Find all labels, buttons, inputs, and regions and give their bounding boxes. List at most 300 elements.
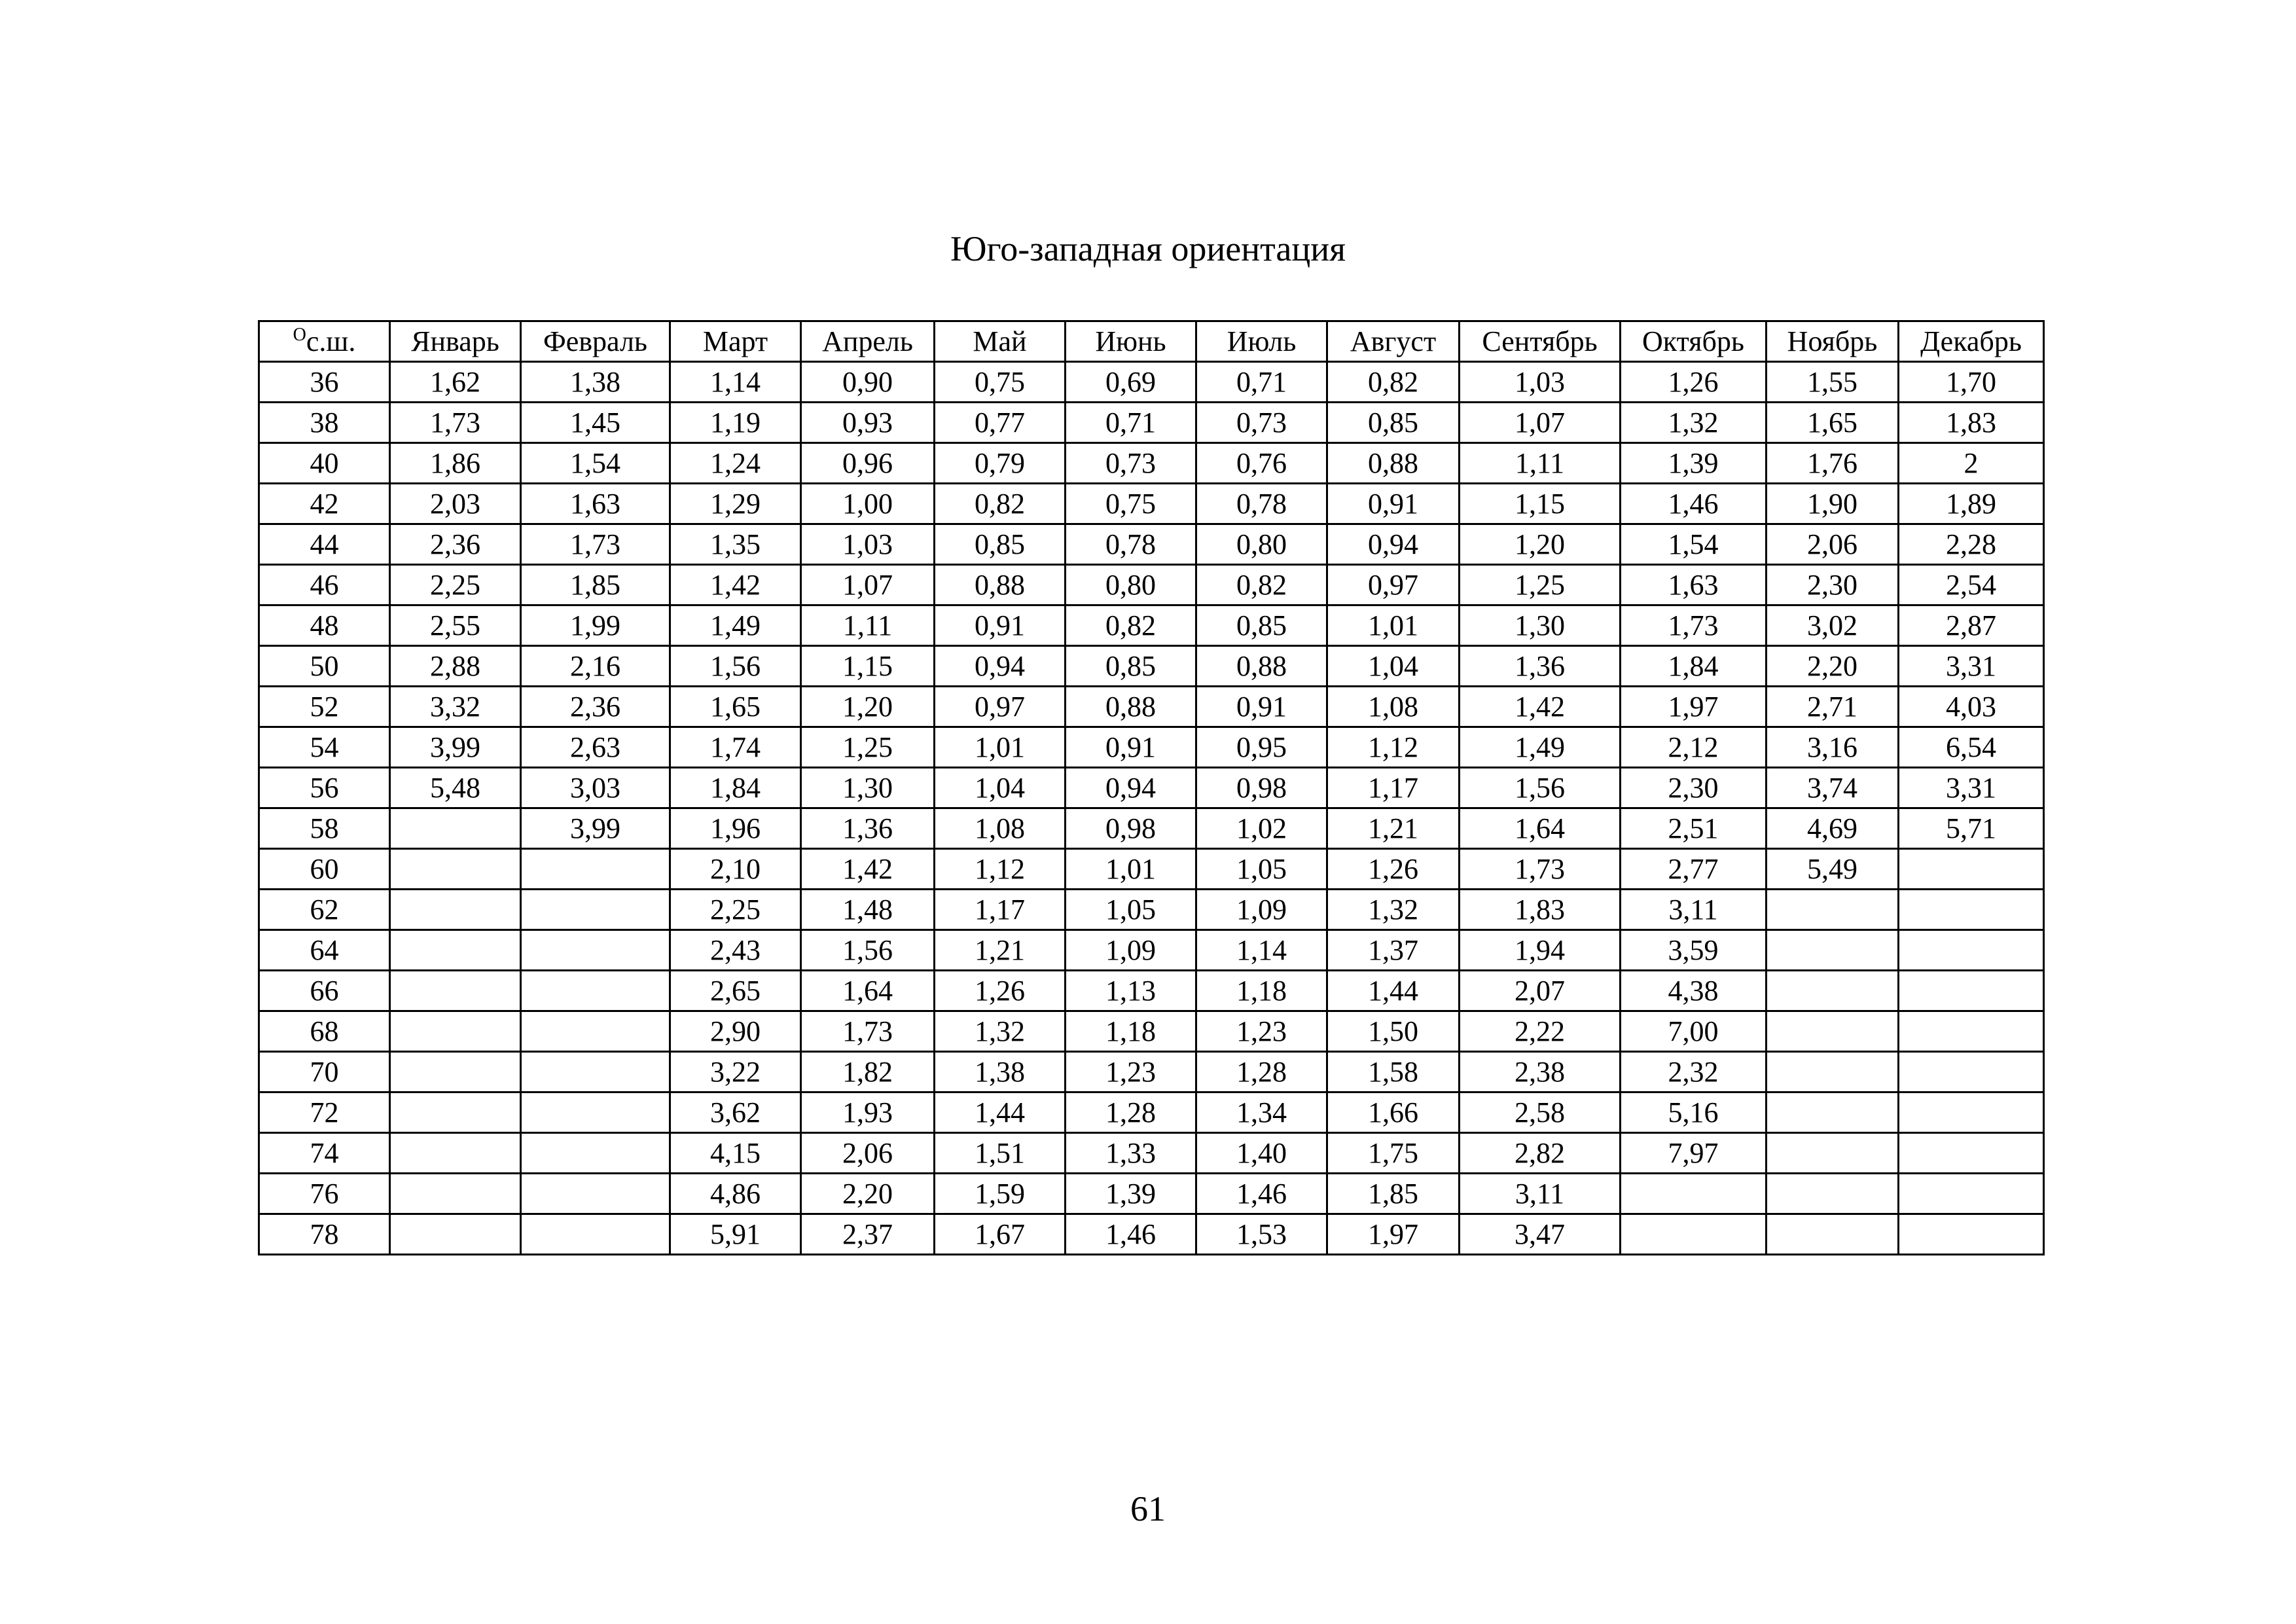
value-cell: 1,54 [521, 443, 670, 484]
value-cell: 1,85 [521, 565, 670, 605]
value-cell: 0,94 [935, 646, 1066, 687]
value-cell: 1,56 [801, 930, 935, 971]
value-cell: 1,01 [935, 727, 1066, 768]
value-cell: 2,90 [670, 1011, 801, 1052]
value-cell: 2,10 [670, 849, 801, 890]
value-cell: 7,97 [1621, 1133, 1767, 1174]
value-cell: 1,63 [521, 484, 670, 524]
value-cell [1899, 1133, 2044, 1174]
value-cell [390, 1174, 521, 1214]
value-cell: 1,51 [935, 1133, 1066, 1174]
value-cell: 1,08 [1327, 687, 1460, 727]
value-cell: 2,22 [1460, 1011, 1621, 1052]
value-cell: 2,82 [1460, 1133, 1621, 1174]
value-cell: 1,14 [1196, 930, 1327, 971]
value-cell: 2,51 [1621, 808, 1767, 849]
month-header: Январь [390, 321, 521, 362]
value-cell: 2,55 [390, 605, 521, 646]
value-cell [390, 971, 521, 1011]
data-table [258, 320, 2045, 1255]
month-header: Сентябрь [1460, 321, 1621, 362]
table-row [259, 1133, 2044, 1174]
value-cell: 3,31 [1899, 646, 2044, 687]
value-cell: 3,11 [1460, 1174, 1621, 1214]
table-body [259, 362, 2044, 1255]
value-cell: 2,30 [1767, 565, 1899, 605]
value-cell [390, 890, 521, 930]
value-cell: 2,12 [1621, 727, 1767, 768]
latitude-cell: 68 [259, 1011, 390, 1052]
month-header: Июнь [1066, 321, 1196, 362]
table-row [259, 1052, 2044, 1092]
value-cell: 3,22 [670, 1052, 801, 1092]
value-cell [1899, 1214, 2044, 1255]
value-cell: 0,80 [1066, 565, 1196, 605]
value-cell: 6,54 [1899, 727, 2044, 768]
value-cell: 5,71 [1899, 808, 2044, 849]
value-cell: 0,98 [1066, 808, 1196, 849]
value-cell [1767, 1092, 1899, 1133]
latitude-label: с.ш. [306, 325, 356, 357]
value-cell: 0,75 [1066, 484, 1196, 524]
value-cell: 0,94 [1066, 768, 1196, 808]
value-cell [1767, 1133, 1899, 1174]
value-cell [521, 890, 670, 930]
value-cell: 1,55 [1767, 362, 1899, 403]
latitude-cell: 48 [259, 605, 390, 646]
value-cell: 1,03 [1460, 362, 1621, 403]
value-cell: 1,97 [1327, 1214, 1460, 1255]
latitude-cell: 38 [259, 403, 390, 443]
value-cell [1899, 930, 2044, 971]
degree-superscript: О [293, 325, 306, 345]
value-cell: 2,37 [801, 1214, 935, 1255]
latitude-cell: 66 [259, 971, 390, 1011]
value-cell: 2,43 [670, 930, 801, 971]
value-cell [390, 1092, 521, 1133]
table-row [259, 1092, 2044, 1133]
value-cell: 1,64 [1460, 808, 1621, 849]
table-row [259, 808, 2044, 849]
value-cell: 1,24 [670, 443, 801, 484]
table-row [259, 646, 2044, 687]
table-container [258, 320, 2045, 1255]
value-cell: 0,76 [1196, 443, 1327, 484]
value-cell: 1,54 [1621, 524, 1767, 565]
value-cell: 3,32 [390, 687, 521, 727]
table-row [259, 727, 2044, 768]
value-cell: 1,50 [1327, 1011, 1460, 1052]
value-cell [521, 1052, 670, 1092]
value-cell: 0,75 [935, 362, 1066, 403]
value-cell: 1,29 [670, 484, 801, 524]
value-cell [1899, 1052, 2044, 1092]
value-cell [1767, 930, 1899, 971]
table-row [259, 1214, 2044, 1255]
value-cell: 0,88 [1066, 687, 1196, 727]
table-row [259, 484, 2044, 524]
value-cell [1899, 849, 2044, 890]
page-number: 61 [1130, 1489, 1166, 1528]
value-cell: 1,03 [801, 524, 935, 565]
value-cell: 2,07 [1460, 971, 1621, 1011]
value-cell: 1,63 [1621, 565, 1767, 605]
value-cell: 1,74 [670, 727, 801, 768]
value-cell: 1,73 [801, 1011, 935, 1052]
value-cell: 1,44 [935, 1092, 1066, 1133]
value-cell: 0,91 [1196, 687, 1327, 727]
value-cell: 2,28 [1899, 524, 2044, 565]
value-cell: 1,53 [1196, 1214, 1327, 1255]
value-cell: 1,35 [670, 524, 801, 565]
latitude-cell: 58 [259, 808, 390, 849]
value-cell: 1,18 [1196, 971, 1327, 1011]
value-cell [521, 849, 670, 890]
value-cell: 7,00 [1621, 1011, 1767, 1052]
value-cell: 1,48 [801, 890, 935, 930]
value-cell: 1,96 [670, 808, 801, 849]
table-row [259, 687, 2044, 727]
value-cell: 3,74 [1767, 768, 1899, 808]
value-cell: 4,03 [1899, 687, 2044, 727]
month-header: Июль [1196, 321, 1327, 362]
value-cell: 3,62 [670, 1092, 801, 1133]
value-cell: 1,65 [670, 687, 801, 727]
value-cell [1621, 1214, 1767, 1255]
value-cell: 1,76 [1767, 443, 1899, 484]
value-cell: 1,38 [521, 362, 670, 403]
value-cell [521, 971, 670, 1011]
value-cell: 1,42 [670, 565, 801, 605]
month-header: Декабрь [1899, 321, 2044, 362]
value-cell: 0,82 [1196, 565, 1327, 605]
value-cell: 1,02 [1196, 808, 1327, 849]
value-cell [1899, 1011, 2044, 1052]
value-cell: 1,93 [801, 1092, 935, 1133]
value-cell [1767, 1214, 1899, 1255]
table-row [259, 443, 2044, 484]
value-cell: 2,71 [1767, 687, 1899, 727]
value-cell: 0,82 [1066, 605, 1196, 646]
table-row [259, 605, 2044, 646]
latitude-cell: 76 [259, 1174, 390, 1214]
latitude-cell: 74 [259, 1133, 390, 1174]
value-cell: 1,15 [801, 646, 935, 687]
value-cell: 2,87 [1899, 605, 2044, 646]
latitude-cell: 70 [259, 1052, 390, 1092]
value-cell: 0,73 [1066, 443, 1196, 484]
table-row [259, 1011, 2044, 1052]
value-cell: 2,25 [670, 890, 801, 930]
value-cell: 1,94 [1460, 930, 1621, 971]
value-cell: 0,88 [935, 565, 1066, 605]
value-cell: 1,01 [1327, 605, 1460, 646]
value-cell: 1,13 [1066, 971, 1196, 1011]
value-cell: 1,70 [1899, 362, 2044, 403]
value-cell: 1,73 [1460, 849, 1621, 890]
value-cell: 2,38 [1460, 1052, 1621, 1092]
value-cell: 1,46 [1621, 484, 1767, 524]
value-cell: 0,98 [1196, 768, 1327, 808]
table-header-row [259, 321, 2044, 362]
value-cell: 1,18 [1066, 1011, 1196, 1052]
value-cell: 1,64 [801, 971, 935, 1011]
value-cell: 1,05 [1066, 890, 1196, 930]
value-cell: 1,17 [935, 890, 1066, 930]
value-cell: 1,59 [935, 1174, 1066, 1214]
value-cell: 0,93 [801, 403, 935, 443]
value-cell [390, 808, 521, 849]
latitude-cell: 62 [259, 890, 390, 930]
month-header: Февраль [521, 321, 670, 362]
value-cell: 2,65 [670, 971, 801, 1011]
latitude-cell: 78 [259, 1214, 390, 1255]
value-cell [1899, 1092, 2044, 1133]
latitude-cell: 52 [259, 687, 390, 727]
latitude-cell: 42 [259, 484, 390, 524]
value-cell: 0,88 [1327, 443, 1460, 484]
value-cell: 1,58 [1327, 1052, 1460, 1092]
value-cell: 0,91 [1066, 727, 1196, 768]
value-cell: 1,01 [1066, 849, 1196, 890]
latitude-cell: 40 [259, 443, 390, 484]
table-row [259, 930, 2044, 971]
value-cell: 1,07 [801, 565, 935, 605]
table-row [259, 768, 2044, 808]
value-cell: 1,40 [1196, 1133, 1327, 1174]
value-cell [1767, 1052, 1899, 1092]
value-cell: 1,23 [1196, 1011, 1327, 1052]
value-cell: 5,91 [670, 1214, 801, 1255]
value-cell: 1,56 [1460, 768, 1621, 808]
value-cell: 2,03 [390, 484, 521, 524]
value-cell: 0,78 [1196, 484, 1327, 524]
value-cell: 1,23 [1066, 1052, 1196, 1092]
value-cell [1899, 890, 2044, 930]
value-cell: 0,85 [1327, 403, 1460, 443]
value-cell: 2,32 [1621, 1052, 1767, 1092]
value-cell: 1,09 [1196, 890, 1327, 930]
value-cell: 1,25 [1460, 565, 1621, 605]
value-cell: 3,99 [390, 727, 521, 768]
value-cell [521, 930, 670, 971]
table-row [259, 890, 2044, 930]
table-row [259, 1174, 2044, 1214]
value-cell [521, 1133, 670, 1174]
value-cell: 1,39 [1621, 443, 1767, 484]
value-cell: 1,67 [935, 1214, 1066, 1255]
value-cell: 2,25 [390, 565, 521, 605]
value-cell: 0,97 [935, 687, 1066, 727]
value-cell: 1,32 [1327, 890, 1460, 930]
value-cell: 2,20 [801, 1174, 935, 1214]
value-cell: 1,08 [935, 808, 1066, 849]
value-cell: 0,79 [935, 443, 1066, 484]
value-cell: 2,77 [1621, 849, 1767, 890]
value-cell: 1,46 [1196, 1174, 1327, 1214]
value-cell: 1,39 [1066, 1174, 1196, 1214]
value-cell: 3,31 [1899, 768, 2044, 808]
value-cell: 2,30 [1621, 768, 1767, 808]
value-cell: 2,06 [801, 1133, 935, 1174]
value-cell: 0,71 [1066, 403, 1196, 443]
value-cell: 1,56 [670, 646, 801, 687]
value-cell: 2,16 [521, 646, 670, 687]
value-cell: 2,88 [390, 646, 521, 687]
value-cell: 0,96 [801, 443, 935, 484]
value-cell: 1,36 [801, 808, 935, 849]
value-cell: 1,14 [670, 362, 801, 403]
value-cell: 2,54 [1899, 565, 2044, 605]
value-cell: 1,82 [801, 1052, 935, 1092]
value-cell: 1,33 [1066, 1133, 1196, 1174]
value-cell: 0,77 [935, 403, 1066, 443]
month-header: Ноябрь [1767, 321, 1899, 362]
value-cell: 0,95 [1196, 727, 1327, 768]
value-cell: 0,91 [1327, 484, 1460, 524]
value-cell [521, 1092, 670, 1133]
latitude-cell: 36 [259, 362, 390, 403]
value-cell: 2,63 [521, 727, 670, 768]
value-cell: 2,06 [1767, 524, 1899, 565]
value-cell [390, 930, 521, 971]
table-row [259, 524, 2044, 565]
value-cell: 1,12 [1327, 727, 1460, 768]
latitude-cell: 54 [259, 727, 390, 768]
value-cell: 1,37 [1327, 930, 1460, 971]
value-cell: 0,78 [1066, 524, 1196, 565]
latitude-cell: 46 [259, 565, 390, 605]
value-cell: 3,16 [1767, 727, 1899, 768]
value-cell: 1,84 [1621, 646, 1767, 687]
value-cell [521, 1174, 670, 1214]
value-cell: 1,05 [1196, 849, 1327, 890]
value-cell: 0,73 [1196, 403, 1327, 443]
value-cell: 0,82 [935, 484, 1066, 524]
value-cell: 1,42 [801, 849, 935, 890]
value-cell: 0,90 [801, 362, 935, 403]
value-cell: 1,83 [1460, 890, 1621, 930]
value-cell: 3,11 [1621, 890, 1767, 930]
value-cell: 1,07 [1460, 403, 1621, 443]
latitude-cell: 56 [259, 768, 390, 808]
value-cell: 1,09 [1066, 930, 1196, 971]
value-cell [1767, 971, 1899, 1011]
value-cell [390, 849, 521, 890]
value-cell: 1,34 [1196, 1092, 1327, 1133]
value-cell: 0,71 [1196, 362, 1327, 403]
value-cell: 4,86 [670, 1174, 801, 1214]
table-row [259, 849, 2044, 890]
value-cell: 3,02 [1767, 605, 1899, 646]
value-cell: 0,82 [1327, 362, 1460, 403]
value-cell: 1,83 [1899, 403, 2044, 443]
value-cell: 1,73 [390, 403, 521, 443]
value-cell: 1,21 [935, 930, 1066, 971]
table-row [259, 362, 2044, 403]
table-row [259, 565, 2044, 605]
value-cell [1899, 971, 2044, 1011]
value-cell: 1,28 [1196, 1052, 1327, 1092]
value-cell: 1,85 [1327, 1174, 1460, 1214]
value-cell: 4,69 [1767, 808, 1899, 849]
value-cell [1767, 890, 1899, 930]
page-title: Юго-западная ориентация [950, 229, 1346, 268]
value-cell [1767, 1174, 1899, 1214]
month-header: Октябрь [1621, 321, 1767, 362]
value-cell: 1,49 [1460, 727, 1621, 768]
value-cell: 1,30 [1460, 605, 1621, 646]
value-cell: 1,73 [1621, 605, 1767, 646]
value-cell: 1,12 [935, 849, 1066, 890]
value-cell: 3,99 [521, 808, 670, 849]
value-cell: 1,89 [1899, 484, 2044, 524]
value-cell: 5,48 [390, 768, 521, 808]
value-cell: 1,20 [1460, 524, 1621, 565]
value-cell: 1,19 [670, 403, 801, 443]
value-cell [390, 1133, 521, 1174]
value-cell: 0,97 [1327, 565, 1460, 605]
value-cell: 3,03 [521, 768, 670, 808]
value-cell: 1,42 [1460, 687, 1621, 727]
value-cell: 1,65 [1767, 403, 1899, 443]
value-cell [1899, 1174, 2044, 1214]
value-cell: 2 [1899, 443, 2044, 484]
month-header: Апрель [801, 321, 935, 362]
value-cell: 5,16 [1621, 1092, 1767, 1133]
value-cell: 1,44 [1327, 971, 1460, 1011]
value-cell: 1,38 [935, 1052, 1066, 1092]
latitude-cell: 44 [259, 524, 390, 565]
value-cell: 4,15 [670, 1133, 801, 1174]
value-cell [1621, 1174, 1767, 1214]
value-cell: 1,04 [1327, 646, 1460, 687]
latitude-cell: 72 [259, 1092, 390, 1133]
value-cell: 1,97 [1621, 687, 1767, 727]
value-cell: 2,20 [1767, 646, 1899, 687]
value-cell: 1,75 [1327, 1133, 1460, 1174]
table-row [259, 403, 2044, 443]
value-cell [521, 1011, 670, 1052]
value-cell: 2,58 [1460, 1092, 1621, 1133]
value-cell: 0,80 [1196, 524, 1327, 565]
value-cell: 0,69 [1066, 362, 1196, 403]
value-cell: 0,88 [1196, 646, 1327, 687]
value-cell: 1,26 [1327, 849, 1460, 890]
value-cell: 1,32 [935, 1011, 1066, 1052]
value-cell [1767, 1011, 1899, 1052]
value-cell: 0,85 [935, 524, 1066, 565]
value-cell: 1,84 [670, 768, 801, 808]
value-cell: 1,26 [1621, 362, 1767, 403]
value-cell: 0,94 [1327, 524, 1460, 565]
value-cell: 3,47 [1460, 1214, 1621, 1255]
value-cell [521, 1214, 670, 1255]
value-cell [390, 1011, 521, 1052]
value-cell: 1,86 [390, 443, 521, 484]
month-header: Август [1327, 321, 1460, 362]
value-cell: 1,17 [1327, 768, 1460, 808]
corner-header [259, 321, 390, 362]
value-cell: 2,36 [390, 524, 521, 565]
value-cell: 1,62 [390, 362, 521, 403]
value-cell: 1,11 [801, 605, 935, 646]
latitude-cell: 64 [259, 930, 390, 971]
value-cell: 1,73 [521, 524, 670, 565]
value-cell: 1,99 [521, 605, 670, 646]
value-cell: 1,49 [670, 605, 801, 646]
value-cell: 0,85 [1066, 646, 1196, 687]
